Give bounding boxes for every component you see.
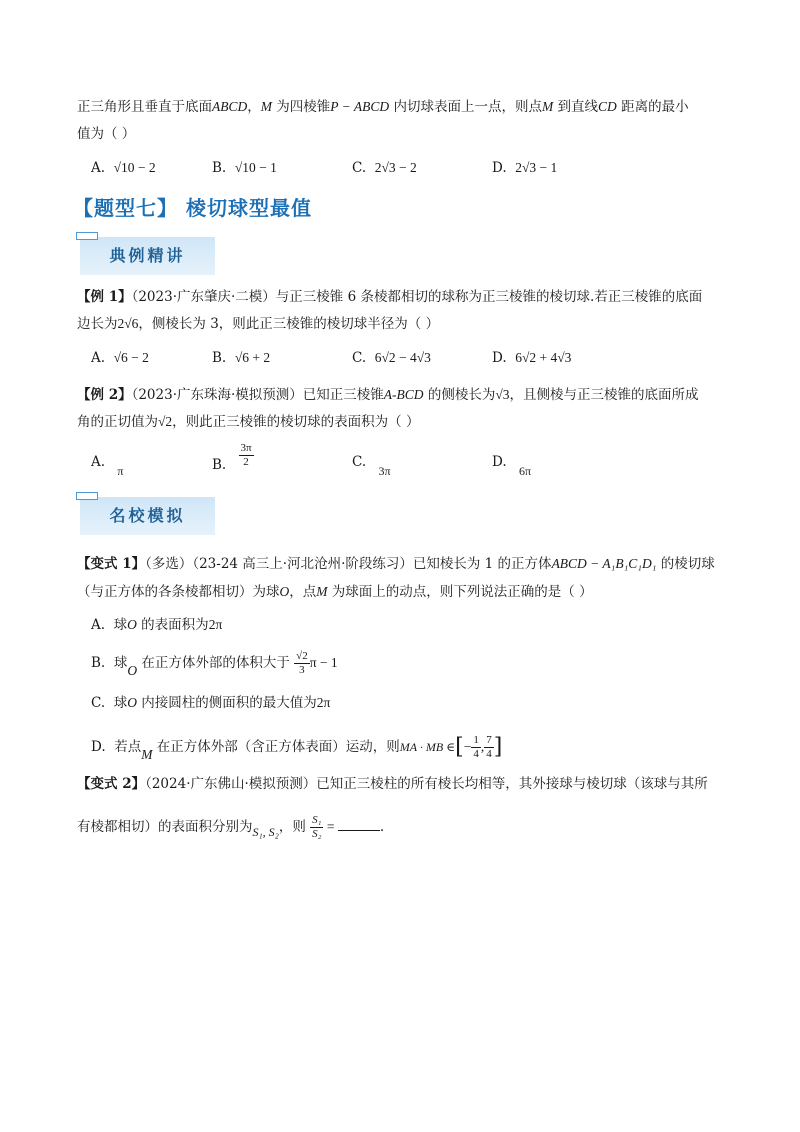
example-text: ，侧棱长为 3，则此正三棱锥的棱切球半径为（ ） bbox=[138, 316, 440, 332]
option-text: 在正方体外部的体积大于 bbox=[137, 655, 290, 671]
math-s1-s2: S₁, S₂ bbox=[252, 825, 279, 839]
intro-line-2: 值为（ ） bbox=[77, 126, 136, 142]
option-text: 球 bbox=[113, 695, 128, 711]
interval-lower bbox=[471, 734, 481, 761]
example-text: 的侧棱长为 bbox=[423, 387, 496, 403]
variant-tag: 【变式 1】 bbox=[77, 556, 146, 572]
option-label: A. bbox=[91, 160, 106, 176]
section-title: 【题型七】 棱切球型最值 bbox=[73, 196, 312, 220]
example-1-line-2 bbox=[77, 314, 439, 334]
fraction-numerator: 3π bbox=[240, 442, 252, 454]
intro-line-1 bbox=[77, 97, 689, 117]
option-label: D. bbox=[492, 454, 507, 470]
example-tag: 【例 2】 bbox=[77, 387, 132, 403]
example-text: 边长为 bbox=[77, 316, 118, 332]
math-value: √2 bbox=[158, 414, 173, 429]
example-1-option-b bbox=[212, 348, 270, 368]
option-text: 球 bbox=[113, 617, 128, 633]
option-text: 内接圆柱的侧面积的最大值为 bbox=[136, 695, 317, 711]
variant-text: （多选）（23-24 高三上·河北沧州·阶段练习）已知棱长为 1 的正方体 bbox=[145, 556, 552, 572]
intro-option-c bbox=[352, 158, 417, 178]
interval-upper bbox=[484, 734, 494, 761]
option-label: D. bbox=[91, 739, 106, 755]
intro-option-b bbox=[212, 158, 277, 178]
fraction-numerator: 1 bbox=[473, 734, 479, 746]
option-label: A. bbox=[91, 454, 106, 470]
intro-option-d bbox=[492, 158, 557, 178]
intro-text: 内切球表面上一点，则点 bbox=[389, 99, 542, 115]
fraction-denominator: 4 bbox=[473, 748, 479, 760]
example-1-option-d bbox=[492, 348, 571, 368]
banner-school-mock bbox=[80, 497, 215, 535]
variant-1-option-b bbox=[91, 650, 338, 677]
intro-text: 为四棱锥 bbox=[272, 99, 331, 115]
option-text: 在正方体外部（含正方体表面）运动，则 bbox=[152, 739, 400, 755]
variant-text: （与正方体的各条棱都相切）为球 bbox=[77, 584, 280, 600]
math-m: M bbox=[541, 99, 554, 114]
example-text: 角的正切值为 bbox=[77, 414, 158, 430]
option-label: B. bbox=[212, 160, 227, 176]
variant-2-line-1 bbox=[77, 774, 708, 794]
math-value: π − 1 bbox=[309, 655, 338, 670]
option-fraction bbox=[239, 442, 254, 469]
intro-option-a bbox=[91, 158, 156, 178]
variant-1-option-d bbox=[91, 734, 502, 761]
example-text: ，则此正三棱锥的棱切球的表面积为（ ） bbox=[172, 414, 420, 430]
math-value: √3 bbox=[495, 387, 510, 402]
variant-tag: 【变式 2】 bbox=[77, 776, 146, 792]
option-label: B. bbox=[212, 350, 227, 366]
example-2-option-b bbox=[212, 442, 254, 473]
variant-text: 有棱都相切）的表面积分别为 bbox=[77, 819, 253, 835]
math-o: O bbox=[127, 663, 138, 678]
option-value: π bbox=[117, 464, 124, 478]
variant-text: ，点 bbox=[289, 584, 317, 600]
math-o: O bbox=[127, 695, 137, 710]
math-m: M bbox=[316, 584, 328, 599]
option-text: 的表面积为 bbox=[136, 617, 209, 633]
math-o: O bbox=[127, 617, 137, 632]
fraction-numerator: √2 bbox=[296, 650, 308, 662]
banner-typical-examples bbox=[80, 237, 215, 275]
option-label: B. bbox=[91, 655, 106, 671]
variant-2-line-2 bbox=[77, 814, 384, 841]
variant-text: 的棱切球 bbox=[656, 556, 715, 572]
comma: , bbox=[480, 739, 485, 754]
math-cube: ABCD − A₁B₁C₁D₁ bbox=[551, 556, 657, 571]
math-value: 2π bbox=[316, 695, 331, 710]
math-value: 2π bbox=[208, 617, 223, 632]
option-label: A. bbox=[91, 617, 106, 633]
option-fraction bbox=[294, 650, 310, 677]
fraction-denominator: 2 bbox=[243, 456, 249, 468]
example-2-option-a bbox=[91, 452, 124, 478]
variant-1-line-2 bbox=[77, 582, 593, 602]
example-1-line-1 bbox=[77, 287, 702, 307]
fraction-numerator: 7 bbox=[486, 734, 492, 746]
option-value: 3π bbox=[378, 464, 391, 478]
ratio-fraction bbox=[310, 814, 323, 841]
math-value: 2√6 bbox=[117, 316, 139, 331]
math-vector-product: MA · MB ∈ bbox=[399, 740, 456, 754]
banner-label: 名校模拟 bbox=[109, 506, 186, 525]
option-value: 6√2 + 4√3 bbox=[515, 350, 572, 365]
fraction-numerator: S₁ bbox=[312, 814, 322, 826]
fraction-denominator: 3 bbox=[299, 664, 305, 676]
variant-1-option-c bbox=[91, 693, 330, 713]
bracket-left: [ bbox=[455, 734, 464, 760]
example-tag: 【例 1】 bbox=[77, 289, 132, 305]
answer-blank bbox=[338, 818, 380, 831]
example-text: （2023·广东肇庆·二模）与正三棱锥 6 条棱都相切的球称为正三棱锥的棱切球.若正三棱锥的底面 bbox=[131, 289, 703, 305]
equals-sign: = bbox=[323, 819, 338, 834]
variant-text: 为球面上的动点，则下列说法正确的是（ ） bbox=[327, 584, 593, 600]
fraction-denominator: S₂ bbox=[312, 828, 322, 840]
math-o: O bbox=[279, 584, 290, 599]
option-value: √10 − 2 bbox=[113, 160, 156, 175]
math-m: M bbox=[260, 99, 272, 114]
math-pabcd: P − ABCD bbox=[330, 99, 390, 114]
example-2-line-1 bbox=[77, 385, 699, 405]
intro-text: 到直线 bbox=[553, 99, 599, 115]
option-value: 2√3 − 2 bbox=[374, 160, 417, 175]
variant-1-line-1 bbox=[77, 554, 715, 574]
option-label: A. bbox=[91, 350, 106, 366]
option-value: 6√2 − 4√3 bbox=[374, 350, 431, 365]
option-value: √10 − 1 bbox=[234, 160, 277, 175]
option-text: 球 bbox=[113, 655, 128, 671]
option-label: C. bbox=[352, 350, 367, 366]
option-label: C. bbox=[352, 160, 367, 176]
example-2-line-2 bbox=[77, 412, 419, 432]
variant-text: ，则 bbox=[278, 819, 306, 835]
math-abcd: A-BCD bbox=[383, 387, 424, 402]
math-cd: CD bbox=[598, 99, 617, 114]
option-label: B. bbox=[212, 457, 227, 473]
option-label: D. bbox=[492, 350, 507, 366]
banner-label: 典例精讲 bbox=[109, 246, 186, 265]
period: . bbox=[379, 819, 385, 835]
variant-1-option-a bbox=[91, 615, 222, 635]
option-value: √6 + 2 bbox=[234, 350, 271, 365]
example-1-option-a bbox=[91, 348, 149, 368]
example-text: （2023·广东珠海·模拟预测）已知正三棱锥 bbox=[131, 387, 384, 403]
option-text: 若点 bbox=[114, 739, 142, 755]
option-value: 2√3 − 1 bbox=[515, 160, 558, 175]
option-label: D. bbox=[492, 160, 507, 176]
math-abcd: ABCD bbox=[212, 99, 248, 114]
minus-sign: − bbox=[463, 739, 472, 754]
option-label: C. bbox=[91, 695, 106, 711]
example-2-option-d bbox=[492, 452, 531, 478]
example-2-option-c bbox=[352, 452, 391, 478]
example-text: ，且侧棱与正三棱锥的底面所成 bbox=[509, 387, 699, 403]
intro-text: 正三角形且垂直于底面 bbox=[77, 99, 212, 115]
option-label: C. bbox=[352, 454, 367, 470]
bracket-right: ] bbox=[493, 734, 503, 760]
fraction-denominator: 4 bbox=[486, 748, 492, 760]
example-1-option-c bbox=[352, 348, 431, 368]
option-value: √6 − 2 bbox=[113, 350, 149, 365]
intro-text: 距离的最小 bbox=[616, 99, 689, 115]
math-m: M bbox=[141, 747, 153, 762]
intro-text: ， bbox=[247, 99, 261, 115]
option-value: 6π bbox=[518, 464, 531, 478]
variant-text: （2024·广东佛山·模拟预测）已知正三棱柱的所有棱长均相等，其外接球与棱切球（该球与其所 bbox=[145, 776, 708, 792]
